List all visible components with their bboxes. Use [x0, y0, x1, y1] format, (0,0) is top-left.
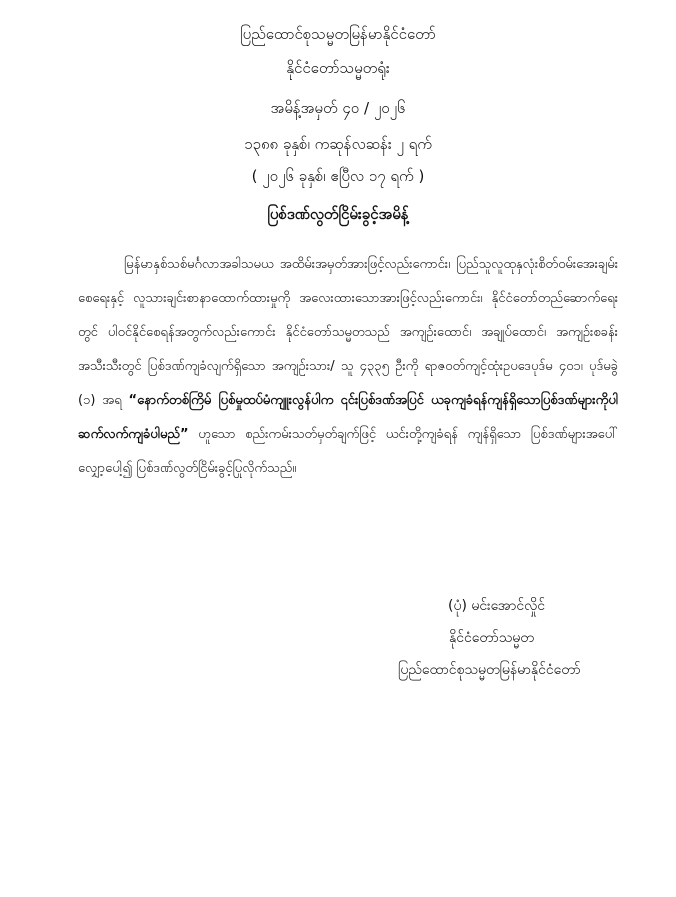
order-number: အမိန့်အမှတ် ၄၀ / ၂၀၂၆ — [270, 99, 406, 117]
body-text-part-2: ဟူသော စည်းကမ်းသတ်မှတ်ချက်ဖြင့် ယင်းတို့ကျခံရန် ကျန်ရှိသော ပြစ်ဒဏ်များအပေါ် လျှော့ပေါ့၍ ပြစ်ဒဏ်လွတ်ငြိမ်းခွင့်ပြုလိုက်သည်။ — [78, 427, 618, 476]
signatory-country: ပြည်ထောင်စုသမ္မတမြန်မာနိုင်ငံတော် — [398, 662, 581, 678]
order-title: ပြစ်ဒဏ်လွတ်ငြိမ်းခွင့်အမိန့် — [267, 205, 409, 223]
order-body-paragraph — [78, 248, 618, 486]
gregorian-date: ( ၂၀၂၆ ခုနှစ်၊ ဧပြီလ ၁၇ ရက် ) — [251, 167, 425, 185]
body-text-condition: “နောက်တစ်ကြိမ် ပြစ်မှုထပ်မံကျူးလွန်ပါက ၎င်းပြစ်ဒဏ်အပြင် ယခုကျခံရန်ကျန်ရှိသောပြစ်ဒဏ်များကိုပါ ဆက်လက်ကျခံပါမည်” — [78, 393, 618, 442]
body-text-part-1: မြန်မာနှစ်သစ်မင်္ဂလာအခါသမယ အထိမ်းအမှတ်အားဖြင့်လည်းကောင်း၊ ပြည်သူလူထုနှလုံးစိတ်ဝမ်းအေးချမ်းစေရေးနှင့် လူသားချင်းစာနာထောက်ထားမှုကို အလေးထားသောအားဖြင့်လည်းကောင်း၊ နိုင်ငံတော်တည်ဆောက်ရေးတွင် ပါဝင်နိုင်စေရန်အတွက်လည်းကောင်း နိုင်ငံတော်သမ္မတသည် အကျဉ်းထောင်၊ အချုပ်ထောင်၊ အကျဉ်းစခန်းအသီးသီးတွင် ပြစ်ဒဏ်ကျခံလျက်ရှိသော အကျဉ်းသား/ သူ ၄၃၃၅ ဦးကို ရာဇဝတ်ကျင့်ထုံးဥပဒေပုဒ်မ ၄၀၁၊ ပုဒ်မခွဲ (၁) အရ — [78, 257, 618, 408]
office-title: နိုင်ငံတော်သမ္မတရုံး — [286, 59, 390, 77]
signatory-title: နိုင်ငံတော်သမ္မတ — [449, 630, 534, 646]
country-title: ပြည်ထောင်စုသမ္မတမြန်မာနိုင်ငံတော် — [240, 25, 436, 43]
myanmar-date: ၁၃၈၈ ခုနှစ်၊ ကဆုန်လဆန်း ၂ ရက် — [244, 135, 432, 153]
signatory-name: (ပုံ) မင်းအောင်လှိုင် — [448, 598, 545, 614]
